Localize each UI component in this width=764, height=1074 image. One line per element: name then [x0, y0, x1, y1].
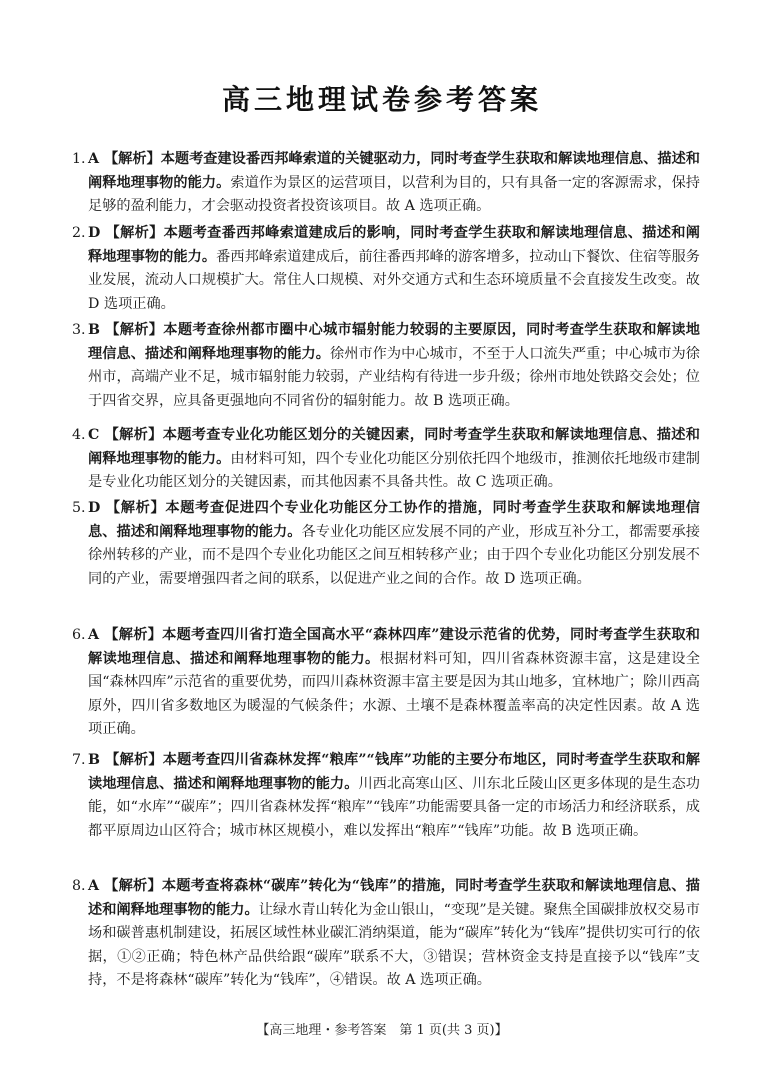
answer-explanation: 各专业化功能区应发展不同的产业，形成互补分工，都需要承接徐州转移的产业，而不是四个专业化功能区之间互相转移产业；由于四个专业化功能区分别发展不同的产业，需要增强四者之间的联系，以促进产业之间的合作。故 D 选项正确。 [88, 523, 700, 587]
question-number: 3. [72, 322, 86, 338]
page-title: 高三地理试卷参考答案 [221, 83, 542, 116]
answer-explanation: 徐州市作为中心城市，不至于人口流失严重；中心城市为徐州市，高端产业不足，城市辐射能力较弱，产业结构有待进一步升级；徐州市地处铁路交会处；位于四省交界，应具备更强地向不同省份的辐射能力。故 B 选项正确。 [88, 345, 700, 409]
answer-item-3 [72, 319, 700, 413]
answer-explanation: 根据材料可知，四川省森林资源丰富，这是建设全国“森林四库”示范省的重要优势，而四川森林资源丰富主要是因为其山地多，宜林地广；除川西高原外，四川省多数地区为暖湿的气候条件；水源、土壤不是森林覆盖率高的决定性因素。故 A 选项正确。 [88, 650, 700, 738]
answer-item-1 [72, 148, 700, 219]
answer-explanation: 由材料可知，四个专业化功能区分别依托四个地级市，推测依托地级市建制是专业化功能区划分的关键因素，而其他因素不具备共性。故 C 选项正确。 [88, 450, 700, 491]
answer-item-8 [72, 875, 700, 993]
question-number: 7. [72, 752, 86, 768]
question-number: 1. [72, 151, 86, 167]
question-number: 6. [72, 627, 86, 643]
page-footer: 【高三地理・参考答案 第 1 页(共 3 页)】 [256, 1023, 508, 1038]
answer-item-5 [72, 497, 700, 591]
question-number: 2. [72, 225, 86, 241]
answer-lead: B 【解析】本题考查徐州都市圈中心城市辐射能力较弱的主要原因，同时考查学生获取和解读地理信息、描述和阐释地理事物的能力。 [88, 322, 700, 362]
answer-explanation: 番西邦峰索道建成后，前往番西邦峰的游客增多，拉动山下餐饮、住宿等服务业发展，流动人口规模扩大。常住人口规模、对外交通方式和生态环境质量不会直接发生改变。故 D 选项正确。 [88, 248, 700, 312]
answer-explanation: 索道作为景区的运营项目，以营利为目的，只有具备一定的客源需求，保持足够的盈利能力，才会驱动投资者投资该项目。故 A 选项正确。 [88, 174, 700, 215]
question-number: 5. [72, 500, 86, 516]
answer-item-2 [72, 222, 700, 316]
answer-item-6 [72, 624, 700, 742]
answer-lead: B 【解析】本题考查四川省森林发挥“粮库”“钱库”功能的主要分布地区，同时考查学生获取和解读地理信息、描述和阐释地理事物的能力。 [88, 752, 700, 792]
question-number: 8. [72, 878, 86, 894]
answer-lead: D 【解析】本题考查促进四个专业化功能区分工协作的措施，同时考查学生获取和解读地理信息、描述和阐释地理事物的能力。 [88, 500, 700, 540]
answer-lead: C 【解析】本题考查专业化功能区划分的关键因素，同时考查学生获取和解读地理信息、描述和阐释地理事物的能力。 [88, 427, 700, 467]
answer-lead: A 【解析】本题考查建设番西邦峰索道的关键驱动力，同时考查学生获取和解读地理信息、描述和阐释地理事物的能力。 [88, 151, 700, 191]
answer-lead: A 【解析】本题考查将森林“碳库”转化为“钱库”的措施，同时考查学生获取和解读地理信息、描述和阐释地理事物的能力。 [88, 878, 700, 918]
answer-lead: A 【解析】本题考查四川省打造全国高水平“森林四库”建设示范省的优势，同时考查学生获取和解读地理信息、描述和阐释地理事物的能力。 [88, 627, 700, 667]
answer-lead: D 【解析】本题考查番西邦峰索道建成后的影响，同时考查学生获取和解读地理信息、描述和阐释地理事物的能力。 [88, 225, 700, 265]
answer-explanation: 川西北高寒山区、川东北丘陵山区更多体现的是生态功能，如“水库”“碳库”；四川省森林发挥“粮库”“钱库”功能需要具备一定的市场活力和经济联系，成都平原周边山区符合；城市林区规模小，难以发挥出“粮库”“钱库”功能。故 B 选项正确。 [88, 775, 700, 839]
answer-item-7 [72, 749, 700, 843]
question-number: 4. [72, 427, 86, 443]
answer-explanation: 让绿水青山转化为金山银山，“变现”是关键。聚焦全国碳排放权交易市场和碳普惠机制建设，拓展区域性林业碳汇消纳渠道，能为“碳库”转化为“钱库”提供切实可行的依据，①②正确；特色林产品供给跟“碳库”联系不大，③错误；营林资金支持是直接予以“钱库”支持，不是将森林“碳库”转化为“钱库”，④错误。故 A 选项正确。 [88, 901, 700, 989]
answer-item-4 [72, 424, 700, 495]
